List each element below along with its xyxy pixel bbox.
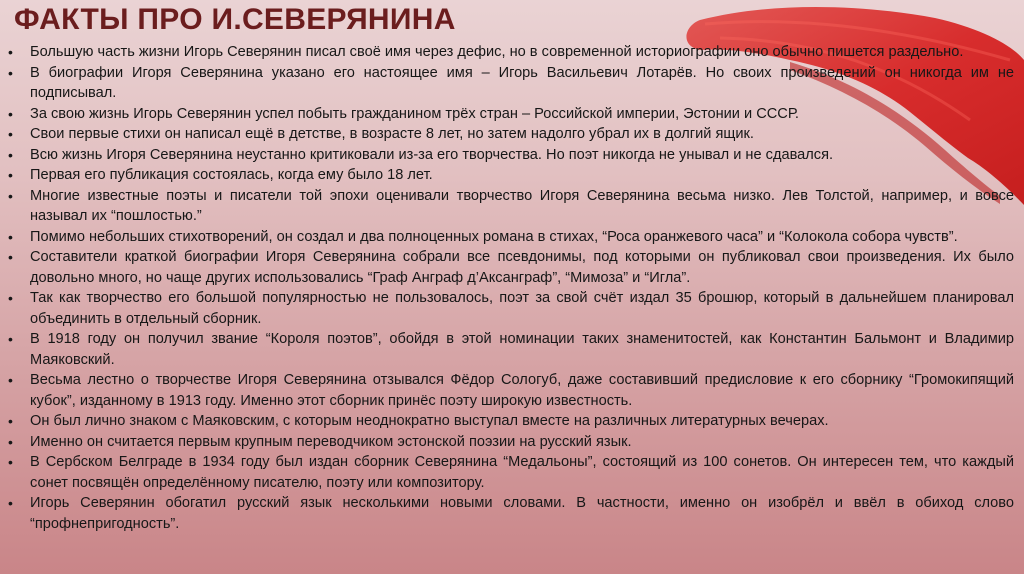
fact-text: Игорь Северянин обогатил русский язык несколькими новыми словами. В частности, именно он изобрёл и ввёл в обиход слово “профнепригодность”. xyxy=(30,495,1014,532)
bullet-icon: • xyxy=(8,290,13,306)
bullet-icon: • xyxy=(8,228,13,245)
fact-text: Первая его публикация состоялась, когда ему было 18 лет. xyxy=(30,167,433,183)
bullet-icon: • xyxy=(8,167,13,183)
fact-text: Большую часть жизни Игорь Северянин писал своё имя через дефис, но в современной историографии оно обычно пишется раздельно. xyxy=(30,44,964,60)
fact-item xyxy=(8,370,1014,411)
fact-item xyxy=(8,452,1014,493)
fact-text: Именно он считается первым крупным переводчиком эстонской поэзии на русский язык. xyxy=(30,433,632,450)
fact-item xyxy=(8,104,1014,125)
bullet-icon: • xyxy=(8,146,13,163)
bullet-icon: • xyxy=(8,126,13,142)
fact-item xyxy=(8,432,1014,453)
fact-item xyxy=(8,411,1014,432)
bullet-icon: • xyxy=(8,187,13,204)
fact-text: В 1918 году он получил звание “Короля поэтов”, обойдя в этой номинации таких знаменитостей, как Константин Бальмонт и Владимир Маяковский. xyxy=(30,331,1014,368)
fact-item xyxy=(8,288,1014,329)
fact-item xyxy=(8,42,1014,63)
fact-item xyxy=(8,329,1014,370)
fact-item xyxy=(8,227,1014,248)
slide-title: ФАКТЫ ПРО И.СЕВЕРЯНИНА xyxy=(14,3,456,36)
fact-item xyxy=(8,145,1014,166)
bullet-icon: • xyxy=(8,44,13,60)
bullet-icon: • xyxy=(8,249,13,265)
bullet-icon: • xyxy=(8,331,13,347)
bullet-icon: • xyxy=(8,454,13,470)
fact-text: В Сербском Белграде в 1934 году был издан сборник Северянина “Медальоны”, состоящий из 100 сонетов. Он интересен тем, что каждый сонет посвящён определённому писателю, поэту или композитору. xyxy=(30,454,1014,491)
fact-text: В биографии Игоря Северянина указано его настоящее имя – Игорь Васильевич Лотарёв. Но своих произведений он никогда им не подписывал. xyxy=(30,64,1014,101)
bullet-icon: • xyxy=(8,495,13,511)
fact-text: Многие известные поэты и писатели той эпохи оценивали творчество Игоря Северянина весьма низко. Лев Толстой, например, и вовсе называл их “пошлостью.” xyxy=(30,187,1014,224)
fact-item xyxy=(8,247,1014,288)
fact-text: За свою жизнь Игорь Северянин успел побыть гражданином трёх стран – Российской империи, Эстонии и СССР. xyxy=(30,105,799,122)
fact-item xyxy=(8,124,1014,145)
fact-text: Он был лично знаком с Маяковским, с которым неоднократно выступал вместе на различных литературных вечерах. xyxy=(30,413,829,429)
fact-text: Всю жизнь Игоря Северянина неустанно критиковали из-за его творчества. Но поэт никогда не унывал и не сдавался. xyxy=(30,146,834,163)
bullet-icon: • xyxy=(8,64,13,81)
facts-list xyxy=(8,42,1014,534)
bullet-icon: • xyxy=(8,372,13,388)
fact-item xyxy=(8,186,1014,227)
bullet-icon: • xyxy=(8,105,13,122)
fact-item xyxy=(8,63,1014,104)
fact-text: Весьма лестно о творчестве Игоря Северянина отзывался Фёдор Сологуб, даже составивший предисловие к его сборнику “Громокипящий кубок”, изданному в 1913 году. Именно этот сборник принёс поэту широкую известность. xyxy=(30,372,1014,409)
fact-text: Помимо небольших стихотворений, он создал и два полноценных романа в стихах, “Роса оранжевого часа” и “Колокола собора чувств”. xyxy=(30,228,958,245)
bullet-icon: • xyxy=(8,433,13,450)
fact-item xyxy=(8,493,1014,534)
bullet-icon: • xyxy=(8,413,13,429)
fact-text: Свои первые стихи он написал ещё в детстве, в возрасте 8 лет, но затем надолго убрал их в долгий ящик. xyxy=(30,126,754,142)
fact-text: Так как творчество его большой популярностью не пользовалось, поэт за свой счёт издал 35 брошюр, который в дальнейшем планировал объединить в отдельный сборник. xyxy=(30,290,1014,327)
fact-item xyxy=(8,165,1014,186)
fact-text: Составители краткой биографии Игоря Северянина собрали все псевдонимы, под которыми он публиковал свои произведения. Их было довольно много, но чаще других использовались “Граф Анграф д’Аксанграф”, “Мимоза” и “Игла”. xyxy=(30,249,1014,286)
